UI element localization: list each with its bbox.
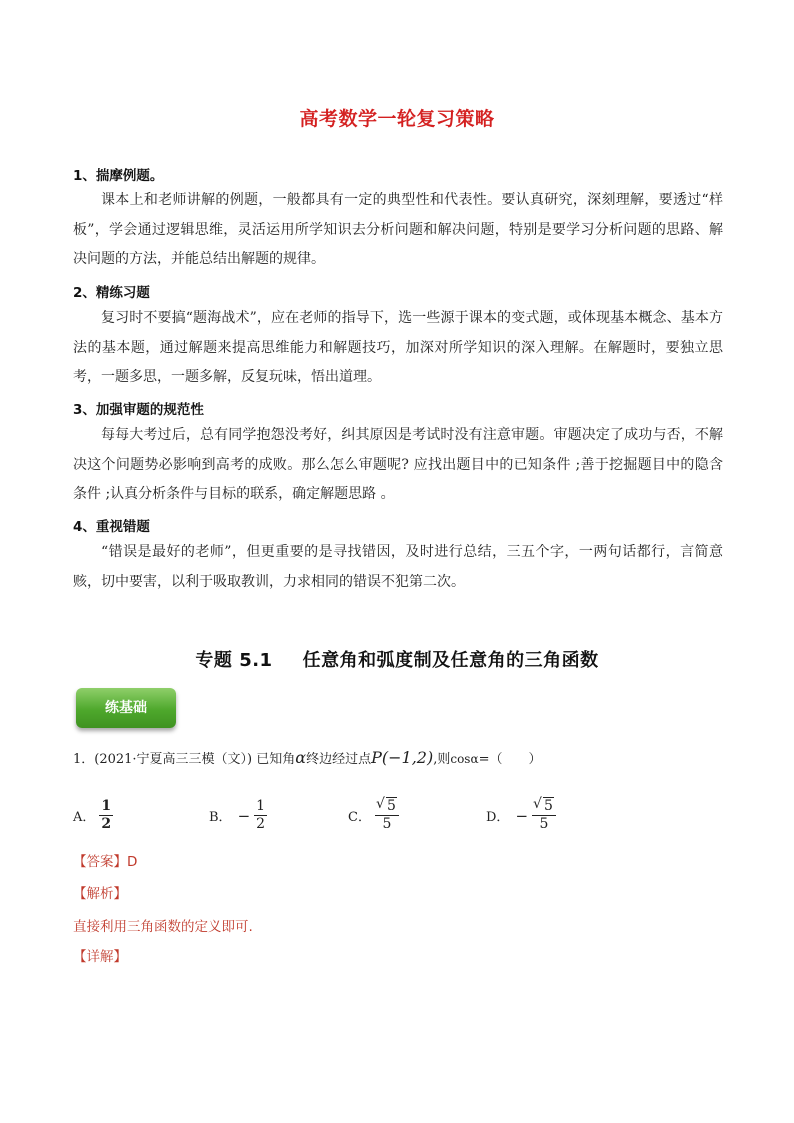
analysis-label: 【解析】: [73, 886, 127, 902]
choice-b: [209, 798, 267, 833]
choice-a: [73, 798, 113, 833]
choice-b-label: B．: [209, 810, 232, 825]
choice-c: [348, 798, 399, 833]
sqrt-symbol: [377, 798, 397, 814]
choice-b-denominator: 2: [256, 816, 266, 832]
question-cos: cosα: [450, 752, 479, 766]
choice-c-numerator: [375, 798, 399, 816]
sqrt-symbol: [534, 798, 554, 814]
choice-c-fraction: [375, 798, 399, 833]
choice-a-numerator: 1: [101, 798, 112, 814]
question-prefix: 1．(2021·宁夏高三三模（文）) 已知角: [73, 752, 296, 767]
choice-b-fraction: [254, 798, 267, 833]
choice-d-denominator: 5: [539, 816, 549, 832]
choice-a-fraction: [99, 798, 113, 833]
choice-c-denominator: 5: [382, 816, 392, 832]
question-alpha: α: [295, 748, 307, 767]
answer-label: 【答案】D: [73, 854, 138, 870]
choice-a-label: A．: [73, 810, 96, 825]
question-after-point: ,则: [433, 752, 451, 767]
practice-badge: 练基础: [76, 688, 176, 728]
choice-c-radicand: 5: [386, 798, 396, 814]
choice-d-numerator: [532, 798, 556, 816]
section-body-4: “错误是最好的老师”，但更重要的是寻找错因，及时进行总结，三五个字，一两句话都行，言简意赅，切中要害，以利于吸取教训，力求相同的错误不犯第二次。: [73, 544, 723, 590]
section-heading-2: 2、精练习题: [73, 285, 150, 301]
question-suffix: =（ ）: [478, 752, 542, 767]
question-middle: 终边经过点: [306, 752, 372, 767]
analysis-text: 直接利用三角函数的定义即可.: [73, 919, 253, 935]
choice-d-label: D．: [486, 810, 510, 825]
section-body-3: 每每大考过后，总有同学抱怨没考好，纠其原因是考试时没有注意审题。审题决定了成功与否，不解决这个问题势必影响到高考的成败。那么怎么审题呢? 应找出题目中的已知条件 ;善于挖掘题目中的隐含条件 ;认真分析条件与目标的联系，确定解题思路 。: [73, 427, 723, 502]
detail-label: 【详解】: [73, 949, 127, 965]
choice-b-sign: −: [237, 806, 251, 825]
question-point: P(−1,2): [371, 748, 434, 767]
section-body-2: 复习时不要搞“题海战术”，应在老师的指导下，选一些源于课本的变式题，或体现基本概念、基本方法的基本题，通过解题来提高思维能力和解题技巧，加深对所学知识的深入理解。在解题时，要独立思考，一题多思，一题多解，反复玩味，悟出道理。: [73, 310, 723, 385]
choice-b-numerator: 1: [256, 798, 266, 814]
page-title: 高考数学一轮复习策略: [299, 108, 495, 130]
choice-d: [486, 798, 556, 833]
topic-number: 专题 5.1: [195, 650, 273, 671]
choice-d-radicand: 5: [544, 798, 553, 814]
choice-c-label: C．: [348, 810, 371, 825]
question-1: [73, 748, 541, 767]
topic-title: [0, 646, 794, 672]
choice-d-sign: −: [515, 806, 529, 825]
choice-d-fraction: [532, 798, 556, 833]
section-heading-1: 1、揣摩例题。: [73, 168, 164, 184]
section-heading-3: 3、加强审题的规范性: [73, 402, 204, 418]
topic-name: 任意角和弧度制及任意角的三角函数: [302, 650, 599, 671]
section-body-1: 课本上和老师讲解的例题，一般都具有一定的典型性和代表性。要认真研究，深刻理解，要透过“样板”，学会通过逻辑思维，灵活运用所学知识去分析问题和解决问题，特别是要学习分析问题的思路、解决问题的方法，并能总结出解题的规律。: [73, 192, 723, 267]
choice-a-denominator: 2: [101, 816, 112, 832]
section-heading-4: 4、重视错题: [73, 519, 150, 535]
